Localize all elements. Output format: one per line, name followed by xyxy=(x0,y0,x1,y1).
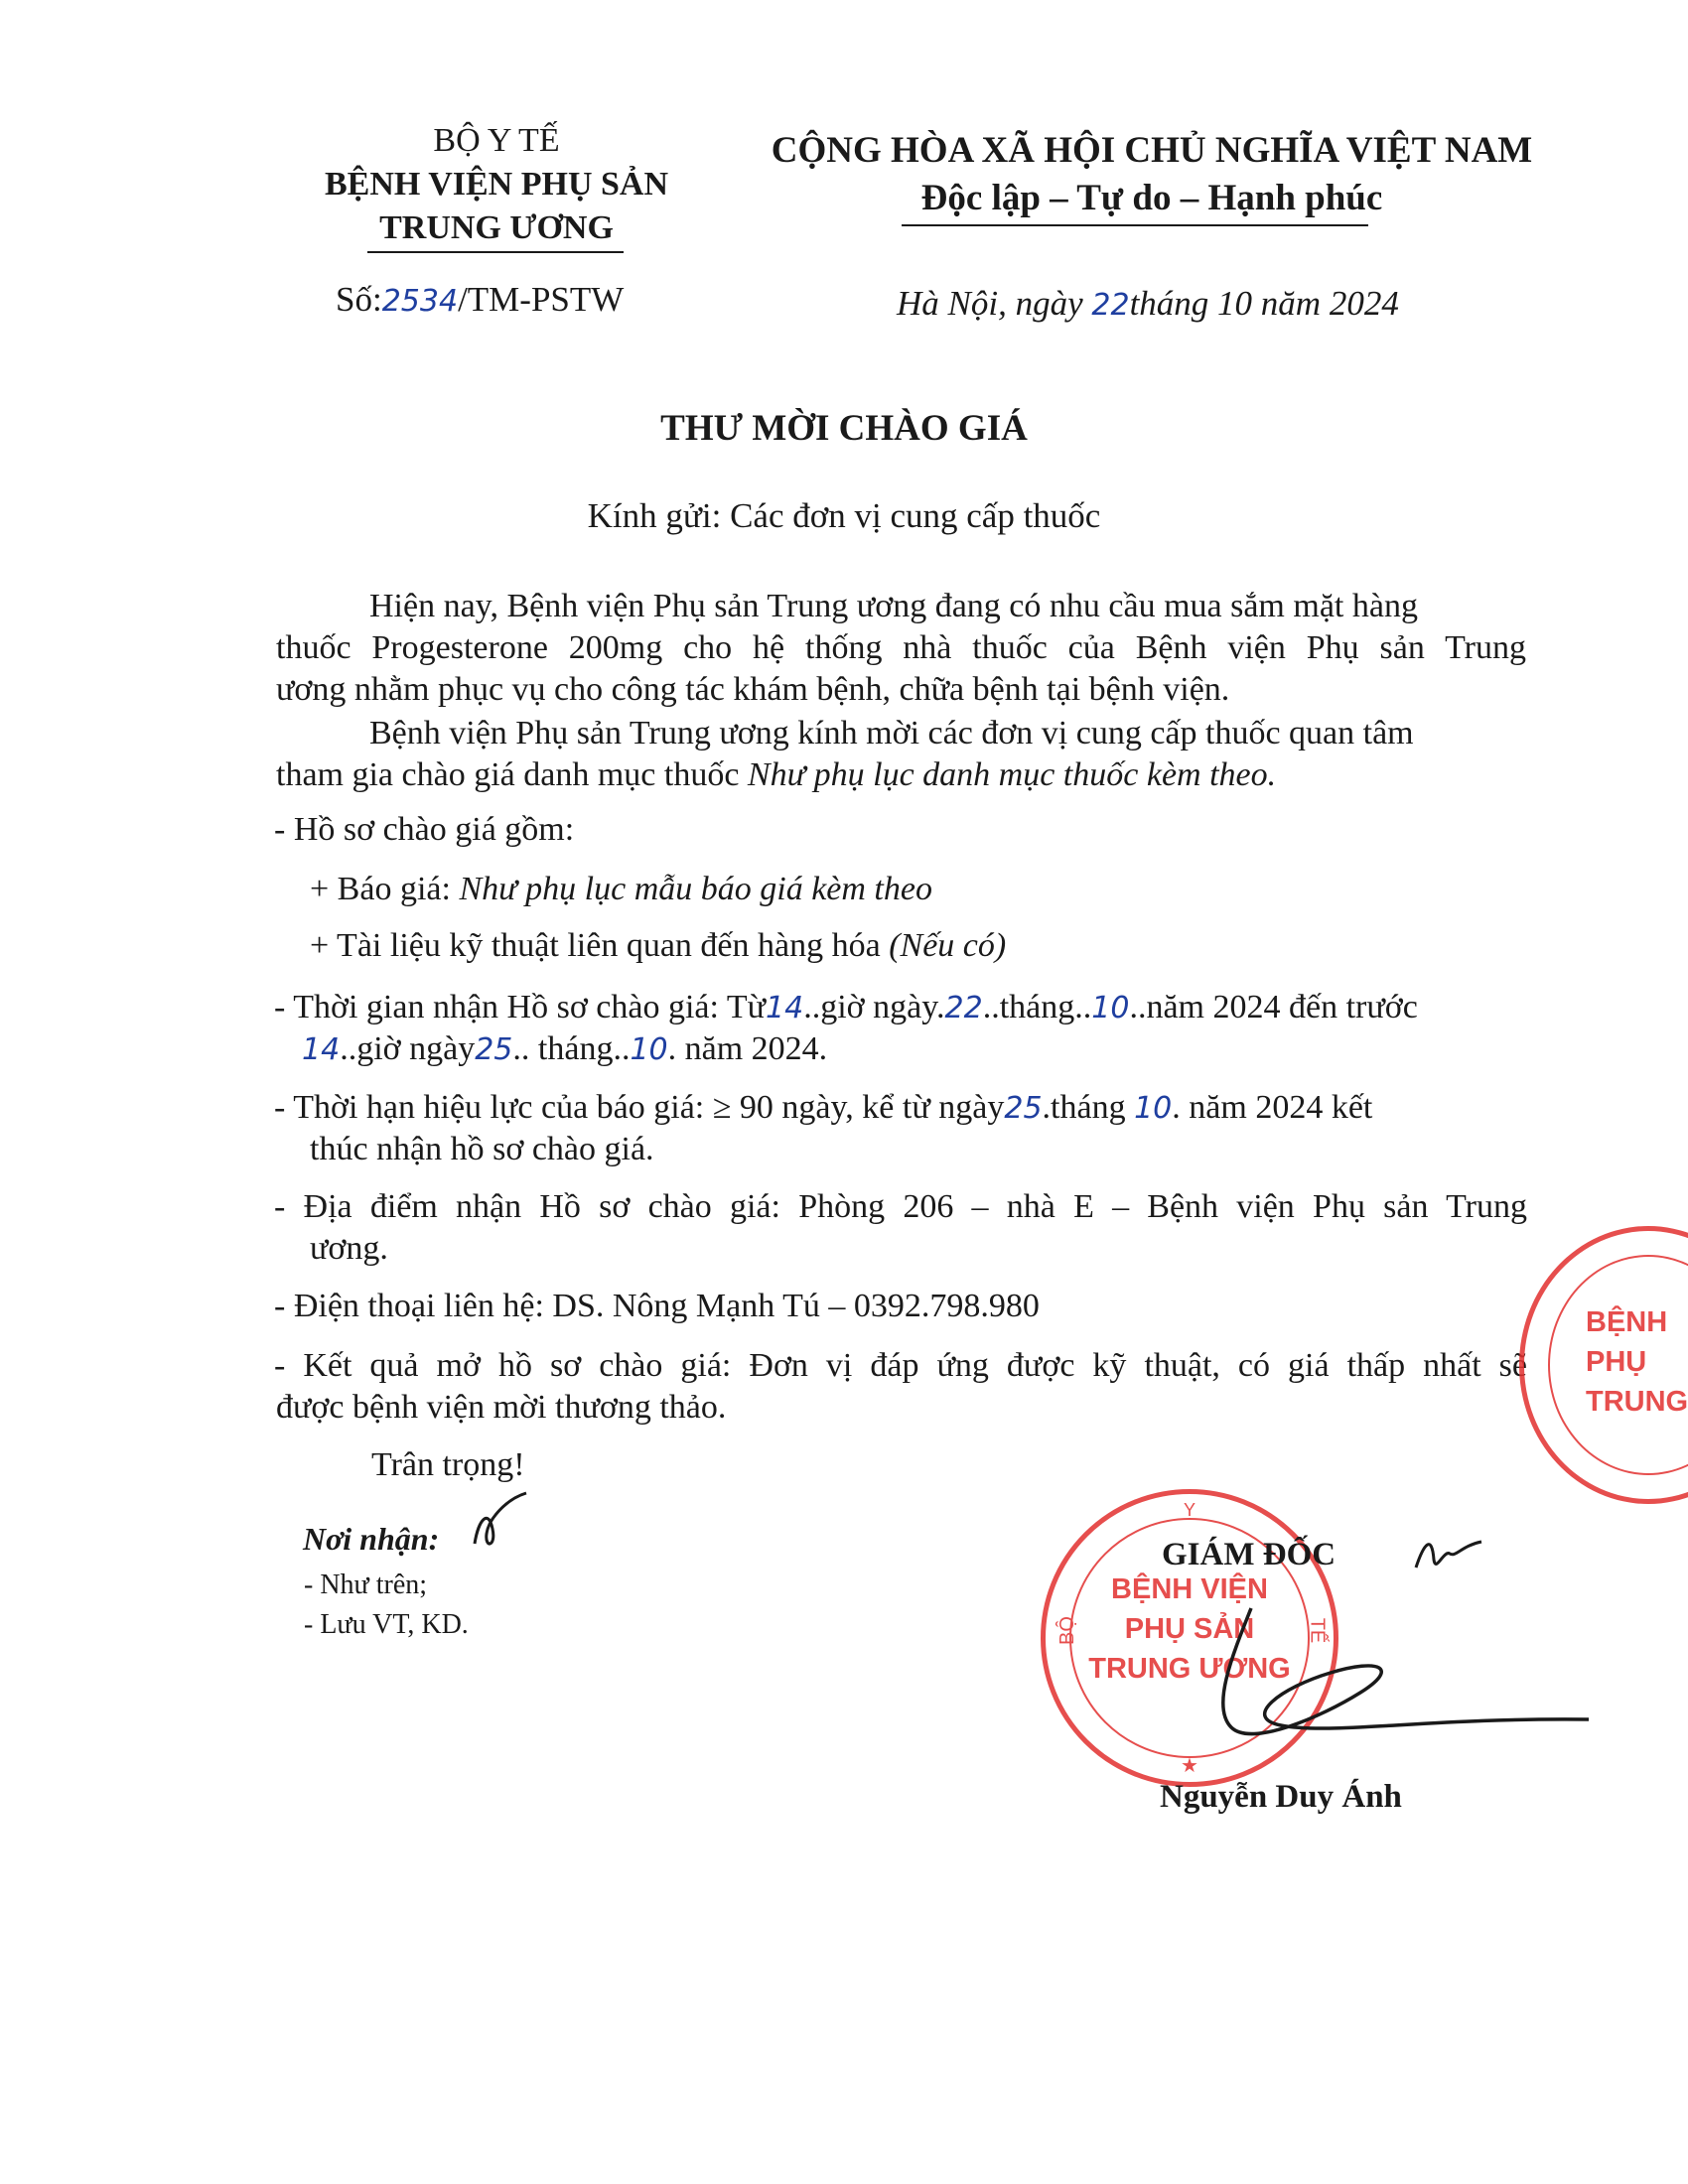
time-text-d: ..năm 2024 đến trước xyxy=(1129,989,1418,1025)
para1-line3: ương nhằm phục vụ cho công tác khám bệnh, chữa bệnh tại bệnh viện. xyxy=(276,671,1230,708)
validity-text-b: .tháng xyxy=(1042,1089,1135,1126)
issue-date xyxy=(897,284,1399,324)
stamp-line2: PHỤ SẢN xyxy=(1124,1613,1255,1645)
quote-italic: Như phụ lục mẫu báo giá kèm theo xyxy=(459,871,932,907)
time-text-c: ..tháng.. xyxy=(982,989,1092,1025)
item-place-line2: ương. xyxy=(310,1230,388,1267)
handwritten-validity-month: 10 xyxy=(1134,1091,1173,1126)
quote-prefix: + Báo giá: xyxy=(310,871,460,907)
handwritten-month-1: 10 xyxy=(1091,991,1130,1025)
date-suffix: tháng 10 năm 2024 xyxy=(1129,284,1399,323)
para2-italic: Như phụ lục danh mục thuốc kèm theo. xyxy=(747,756,1277,793)
item-time-line1 xyxy=(274,987,1525,1029)
national-motto: Độc lập – Tự do – Hạnh phúc xyxy=(920,178,1383,218)
item-validity-line2: thúc nhận hồ sơ chào giá. xyxy=(310,1131,654,1167)
issuing-agency xyxy=(248,119,745,250)
item-place-line1: - Địa điểm nhận Hồ sơ chào giá: Phòng 206 – nhà E – Bệnh viện Phụ sản Trung xyxy=(274,1188,1527,1225)
handwritten-day: 22 xyxy=(1091,288,1130,323)
item-dossier: - Hồ sơ chào giá gồm: xyxy=(274,811,575,848)
recipients-label: Nơi nhận: xyxy=(303,1521,440,1557)
para2-line2 xyxy=(276,754,1526,796)
time-text-b: ..giờ ngày. xyxy=(803,989,945,1025)
item-docs xyxy=(310,925,1006,967)
document-number xyxy=(336,280,624,320)
stamp-edge-y: Y xyxy=(1183,1500,1196,1520)
time-text-e: ..giờ ngày xyxy=(340,1030,476,1067)
hospital-name-line2: TRUNG ƯƠNG xyxy=(379,209,614,246)
time-text-f: .. tháng.. xyxy=(512,1030,631,1067)
signer-position: GIÁM ĐỐC xyxy=(1162,1537,1336,1572)
docs-italic: (Nếu có) xyxy=(889,927,1007,964)
para2-text: tham gia chào giá danh mục thuốc xyxy=(276,756,748,793)
number-prefix: Số: xyxy=(336,280,382,319)
item-phone: - Điện thoại liên hệ: DS. Nông Mạnh Tú – 0392.798.980 xyxy=(274,1288,1040,1324)
para1-line1: Hiện nay, Bệnh viện Phụ sản Trung ương đang có nhu cầu mua sắm mặt hàng xyxy=(369,588,1418,624)
initial-mark xyxy=(467,1489,536,1559)
item-time-line2 xyxy=(302,1028,827,1071)
validity-text-a: - Thời hạn hiệu lực của báo giá: ≥ 90 ngày, kể từ ngày xyxy=(274,1089,1005,1126)
stamp-edge-te: TẾ xyxy=(1306,1617,1329,1644)
document-title: THƯ MỜI CHÀO GIÁ xyxy=(660,408,1028,449)
side-seal-stamp xyxy=(1519,1226,1688,1504)
ministry-name: BỘ Y TẾ xyxy=(433,122,560,159)
stamp-line1: BỆNH VIỆN xyxy=(1111,1573,1268,1605)
para1-line2: thuốc Progesterone 200mg cho hệ thống nhà thuốc của Bệnh viện Phụ sản Trung xyxy=(276,629,1526,666)
stamp-edge-bo: BỘ xyxy=(1055,1616,1078,1645)
item-result-line2: được bệnh viện mời thương thảo. xyxy=(276,1389,727,1426)
recipient-line: Kính gửi: Các đơn vị cung cấp thuốc xyxy=(587,496,1101,535)
recipient-item-1: - Như trên; xyxy=(304,1570,428,1600)
docs-prefix: + Tài liệu kỹ thuật liên quan đến hàng hóa xyxy=(310,927,890,964)
handwritten-month-2: 10 xyxy=(630,1032,668,1067)
item-quote xyxy=(310,869,932,910)
stamp-line3: TRUNG ƯƠNG xyxy=(1088,1653,1291,1685)
number-suffix: /TM-PSTW xyxy=(458,280,625,319)
para2-line1: Bệnh viện Phụ sản Trung ương kính mời các đơn vị cung cấp thuốc quan tâm xyxy=(369,715,1414,751)
handwritten-validity-day: 25 xyxy=(1004,1091,1043,1126)
handwritten-hour-1: 14 xyxy=(766,991,804,1025)
hospital-name-line1: BỆNH VIỆN PHỤ SẢN xyxy=(324,166,669,203)
handwritten-hour-2: 14 xyxy=(302,1032,341,1067)
handwritten-signature xyxy=(1172,1598,1599,1747)
signer-name: Nguyễn Duy Ánh xyxy=(1160,1779,1402,1815)
closing-greeting: Trân trọng! xyxy=(371,1446,525,1483)
agency-underline xyxy=(367,251,624,253)
date-prefix: Hà Nội, ngày xyxy=(897,284,1092,323)
item-result-line1: - Kết quả mở hồ sơ chào giá: Đơn vị đáp ứng được kỹ thuật, có giá thấp nhất sẽ xyxy=(274,1347,1527,1384)
national-header xyxy=(735,127,1569,222)
time-text-g: . năm 2024. xyxy=(667,1030,828,1067)
validity-text-c: . năm 2024 kết xyxy=(1172,1089,1373,1126)
handwritten-day-2: 25 xyxy=(475,1032,513,1067)
handwritten-day-1: 22 xyxy=(944,991,983,1025)
official-seal-stamp: Y BỘ TẾ BỆNH VIỆN PHỤ SẢN TRUNG ƯƠNG ★ xyxy=(1041,1489,1338,1787)
item-validity-line1 xyxy=(274,1087,1530,1130)
side-stamp-line1: BỆNH xyxy=(1586,1306,1668,1338)
handwritten-number: 2534 xyxy=(381,284,459,319)
time-text-a: - Thời gian nhận Hồ sơ chào giá: Từ xyxy=(274,989,767,1025)
side-stamp-line2: PHỤ xyxy=(1586,1346,1647,1378)
side-stamp-line3: TRUNG xyxy=(1586,1386,1688,1418)
recipient-item-2: - Lưu VT, KD. xyxy=(304,1609,469,1640)
motto-underline xyxy=(902,224,1368,226)
initial-mark-2 xyxy=(1410,1524,1489,1583)
country-name: CỘNG HÒA XÃ HỘI CHỦ NGHĨA VIỆT NAM xyxy=(771,130,1533,171)
